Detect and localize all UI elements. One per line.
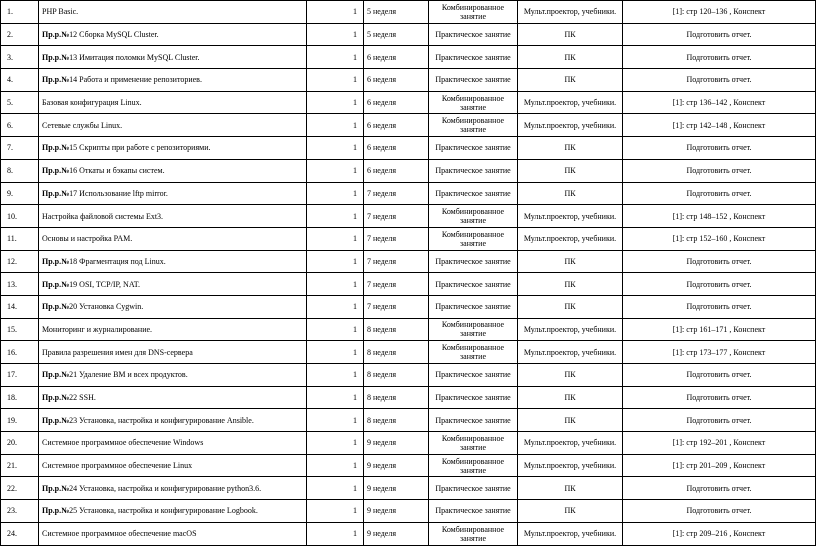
practical-prefix: Пр.р.№ [42,279,70,289]
row-number: 20. [1,432,39,455]
schedule-table-body [1,1,816,546]
homework-cell: Подготовить отчет. [623,23,816,46]
lesson-type-cell: Комбинированное занятие [429,227,518,250]
topic-cell [39,522,307,545]
topic-title: Основы и настройка PAM. [42,234,133,244]
lesson-type-cell: Комбинированное занятие [429,432,518,455]
count-cell: 1 [307,409,364,432]
lesson-type-cell: Практическое занятие [429,500,518,523]
homework-cell: Подготовить отчет. [623,137,816,160]
topic-cell [39,46,307,69]
count-cell: 1 [307,500,364,523]
table-row [1,159,816,182]
topic-title: 14 Работа и применение репозиториев. [69,75,202,85]
week-cell: 9 неделя [364,477,429,500]
table-row [1,454,816,477]
table-row [1,432,816,455]
table-row [1,227,816,250]
hours-value [306,438,307,447]
table-row [1,295,816,318]
week-cell: 5 неделя [364,1,429,24]
lesson-type-cell: Практическое занятие [429,46,518,69]
table-row [1,273,816,296]
topic-title: 21 Удаление ВМ и всех продуктов. [69,370,188,380]
teaching-means-cell: Мульт.проектор, учебники. [518,454,623,477]
row-number: 17. [1,364,39,387]
week-cell: 7 неделя [364,273,429,296]
topic-title: Системное программное обеспечение Windows [42,438,204,448]
lesson-type-cell: Практическое занятие [429,23,518,46]
topic-title: Правила разрешения имен для DNS-сервера [42,347,193,357]
topic-cell [39,205,307,228]
row-number: 8. [1,159,39,182]
homework-cell: [1]: стр 173–177 , Конспект [623,341,816,364]
week-cell: 6 неделя [364,69,429,92]
topic-cell [39,137,307,160]
hours-value [306,212,307,221]
row-number: 14. [1,295,39,318]
lesson-type-cell: Комбинированное занятие [429,114,518,137]
teaching-means-cell: ПК [518,273,623,296]
topic-cell [39,432,307,455]
practical-prefix: Пр.р.№ [42,30,70,40]
topic-title: Базовая конфигурация Linux. [42,98,142,108]
topic-cell [39,318,307,341]
practical-prefix: Пр.р.№ [42,52,70,62]
homework-cell: Подготовить отчет. [623,477,816,500]
week-cell: 8 неделя [364,409,429,432]
table-row [1,409,816,432]
teaching-means-cell: Мульт.проектор, учебники. [518,91,623,114]
row-number: 4. [1,69,39,92]
hours-value [306,7,307,16]
topic-title: 20 Установка Cygwin. [69,302,144,312]
lesson-type-cell: Практическое занятие [429,250,518,273]
lesson-type-cell: Комбинированное занятие [429,91,518,114]
lesson-type-cell: Практическое занятие [429,273,518,296]
row-number: 10. [1,205,39,228]
topic-title: 23 Установка, настройка и конфигурирование Ansible. [69,415,254,425]
practical-prefix: Пр.р.№ [42,75,70,85]
week-cell: 8 неделя [364,318,429,341]
topic-title: 22 SSH. [69,393,96,403]
topic-title: Сетевые службы Linux. [42,120,123,130]
row-number: 1. [1,1,39,24]
homework-cell: Подготовить отчет. [623,364,816,387]
count-cell: 1 [307,159,364,182]
week-cell: 8 неделя [364,386,429,409]
table-row [1,477,816,500]
lesson-type-cell: Практическое занятие [429,386,518,409]
count-cell: 1 [307,137,364,160]
week-cell: 6 неделя [364,137,429,160]
count-cell: 1 [307,318,364,341]
practical-prefix: Пр.р.№ [42,143,70,153]
homework-cell: [1]: стр 201–209 , Конспект [623,454,816,477]
lesson-type-cell: Практическое занятие [429,409,518,432]
count-cell: 1 [307,454,364,477]
week-cell: 6 неделя [364,159,429,182]
week-cell: 7 неделя [364,250,429,273]
lesson-type-cell: Практическое занятие [429,69,518,92]
table-row [1,46,816,69]
homework-cell: Подготовить отчет. [623,46,816,69]
count-cell: 1 [307,273,364,296]
topic-title: 19 OSI, TCP/IP, NAT. [69,279,140,289]
count-cell: 1 [307,69,364,92]
week-cell: 6 неделя [364,91,429,114]
practical-prefix: Пр.р.№ [42,506,70,516]
practical-prefix: Пр.р.№ [42,415,70,425]
teaching-means-cell: ПК [518,409,623,432]
topic-cell [39,386,307,409]
lesson-type-cell: Практическое занятие [429,137,518,160]
topic-title: Системное программное обеспечение Linux [42,461,193,471]
week-cell: 7 неделя [364,227,429,250]
topic-title: 25 Установка, настройка и конфигурирование Logbook. [69,506,258,516]
count-cell: 1 [307,46,364,69]
row-number: 15. [1,318,39,341]
practical-prefix: Пр.р.№ [42,256,70,266]
teaching-means-cell: ПК [518,386,623,409]
table-row [1,522,816,545]
teaching-means-cell: ПК [518,295,623,318]
practical-prefix: Пр.р.№ [42,302,70,312]
homework-cell: Подготовить отчет. [623,250,816,273]
table-row [1,1,816,24]
row-number: 12. [1,250,39,273]
week-cell: 9 неделя [364,500,429,523]
homework-cell: [1]: стр 120–136 , Конспект [623,1,816,24]
lesson-type-cell: Комбинированное занятие [429,1,518,24]
week-cell: 8 неделя [364,341,429,364]
row-number: 2. [1,23,39,46]
table-row [1,250,816,273]
row-number: 22. [1,477,39,500]
topic-cell [39,227,307,250]
hours-value [306,234,307,243]
teaching-means-cell: Мульт.проектор, учебники. [518,114,623,137]
homework-cell: Подготовить отчет. [623,500,816,523]
teaching-means-cell: Мульт.проектор, учебники. [518,432,623,455]
row-number: 16. [1,341,39,364]
row-number: 5. [1,91,39,114]
topic-title: 18 Фрагментация под Linux. [69,256,166,266]
row-number: 3. [1,46,39,69]
lesson-type-cell: Комбинированное занятие [429,454,518,477]
topic-title: 15 Скрипты при работе с репозиториями. [69,143,211,153]
practical-prefix: Пр.р.№ [42,370,70,380]
week-cell: 6 неделя [364,46,429,69]
lesson-type-cell: Комбинированное занятие [429,522,518,545]
teaching-means-cell: Мульт.проектор, учебники. [518,341,623,364]
hours-value [306,325,307,334]
table-row [1,318,816,341]
practical-prefix: Пр.р.№ [42,393,70,403]
lesson-type-cell: Практическое занятие [429,182,518,205]
topic-cell [39,477,307,500]
topic-title: 16 Откаты и бэкапы систем. [69,166,165,176]
teaching-means-cell: ПК [518,69,623,92]
teaching-means-cell: ПК [518,46,623,69]
practical-prefix: Пр.р.№ [42,188,70,198]
topic-cell [39,1,307,24]
count-cell: 1 [307,23,364,46]
topic-cell [39,364,307,387]
topic-title: 24 Установка, настройка и конфигурирование python3.6. [69,483,262,493]
topic-title: 17 Использование lftp mirror. [69,188,168,198]
hours-value [306,121,307,130]
lesson-type-cell: Комбинированное занятие [429,205,518,228]
hours-value [306,98,307,107]
homework-cell: [1]: стр 152–160 , Конспект [623,227,816,250]
practical-prefix: Пр.р.№ [42,166,70,176]
count-cell: 1 [307,522,364,545]
week-cell: 7 неделя [364,182,429,205]
lesson-type-cell: Практическое занятие [429,295,518,318]
homework-cell: Подготовить отчет. [623,409,816,432]
count-cell: 1 [307,295,364,318]
week-cell: 6 неделя [364,114,429,137]
teaching-means-cell: Мульт.проектор, учебники. [518,522,623,545]
teaching-means-cell: ПК [518,159,623,182]
topic-cell [39,454,307,477]
table-row [1,500,816,523]
topic-cell [39,159,307,182]
week-cell: 5 неделя [364,23,429,46]
row-number: 19. [1,409,39,432]
topic-cell [39,250,307,273]
homework-cell: [1]: стр 192–201 , Конспект [623,432,816,455]
topic-cell [39,182,307,205]
lesson-type-cell: Комбинированное занятие [429,318,518,341]
homework-cell: [1]: стр 209–216 , Конспект [623,522,816,545]
week-cell: 7 неделя [364,205,429,228]
lesson-type-cell: Практическое занятие [429,159,518,182]
table-row [1,114,816,137]
week-cell: 9 неделя [364,454,429,477]
topic-cell [39,341,307,364]
topic-cell [39,91,307,114]
table-row [1,23,816,46]
homework-cell: [1]: стр 142–148 , Конспект [623,114,816,137]
homework-cell: Подготовить отчет. [623,386,816,409]
practical-prefix: Пр.р.№ [42,483,70,493]
teaching-means-cell: ПК [518,182,623,205]
count-cell: 1 [307,91,364,114]
topic-cell [39,23,307,46]
topic-cell [39,273,307,296]
count-cell: 1 [307,182,364,205]
row-number: 13. [1,273,39,296]
row-number: 9. [1,182,39,205]
table-row [1,364,816,387]
week-cell: 9 неделя [364,432,429,455]
teaching-means-cell: Мульт.проектор, учебники. [518,205,623,228]
topic-cell [39,295,307,318]
row-number: 21. [1,454,39,477]
table-row [1,69,816,92]
homework-cell: [1]: стр 161–171 , Конспект [623,318,816,341]
teaching-means-cell: ПК [518,500,623,523]
topic-title: 13 Имитация поломки MySQL Cluster. [69,52,200,62]
week-cell: 7 неделя [364,295,429,318]
row-number: 6. [1,114,39,137]
row-number: 7. [1,137,39,160]
topic-cell [39,500,307,523]
count-cell: 1 [307,341,364,364]
homework-cell: Подготовить отчет. [623,182,816,205]
teaching-means-cell: ПК [518,250,623,273]
topic-title: Настройка файловой системы Ext3. [42,211,164,221]
hours-value [306,461,307,470]
lesson-type-cell: Комбинированное занятие [429,341,518,364]
teaching-means-cell: ПК [518,477,623,500]
homework-cell: Подготовить отчет. [623,159,816,182]
homework-cell: Подготовить отчет. [623,69,816,92]
hours-value [306,348,307,357]
count-cell: 1 [307,227,364,250]
row-number: 24. [1,522,39,545]
teaching-means-cell: ПК [518,23,623,46]
table-row [1,205,816,228]
homework-cell: Подготовить отчет. [623,273,816,296]
count-cell: 1 [307,364,364,387]
topic-title: 12 Сборка MySQL Cluster. [69,30,159,40]
hours-value [306,529,307,538]
topic-cell [39,114,307,137]
count-cell: 1 [307,386,364,409]
count-cell: 1 [307,1,364,24]
count-cell: 1 [307,114,364,137]
week-cell: 8 неделя [364,364,429,387]
row-number: 18. [1,386,39,409]
table-row [1,182,816,205]
row-number: 11. [1,227,39,250]
lesson-type-cell: Практическое занятие [429,364,518,387]
count-cell: 1 [307,432,364,455]
count-cell: 1 [307,205,364,228]
topic-cell [39,409,307,432]
row-number: 23. [1,500,39,523]
topic-title: Системное программное обеспечение macOS [42,529,197,539]
count-cell: 1 [307,250,364,273]
teaching-means-cell: Мульт.проектор, учебники. [518,227,623,250]
lesson-type-cell: Практическое занятие [429,477,518,500]
table-row [1,386,816,409]
count-cell: 1 [307,477,364,500]
homework-cell: Подготовить отчет. [623,295,816,318]
topic-cell [39,69,307,92]
topic-title: Мониторинг и журналирование. [42,324,153,334]
table-row [1,91,816,114]
homework-cell: [1]: стр 148–152 , Конспект [623,205,816,228]
teaching-means-cell: Мульт.проектор, учебники. [518,1,623,24]
teaching-means-cell: Мульт.проектор, учебники. [518,318,623,341]
week-cell: 9 неделя [364,522,429,545]
table-row [1,341,816,364]
teaching-means-cell: ПК [518,137,623,160]
homework-cell: [1]: стр 136–142 , Конспект [623,91,816,114]
teaching-means-cell: ПК [518,364,623,387]
table-row [1,137,816,160]
topic-title: PHP Basic. [42,7,79,17]
